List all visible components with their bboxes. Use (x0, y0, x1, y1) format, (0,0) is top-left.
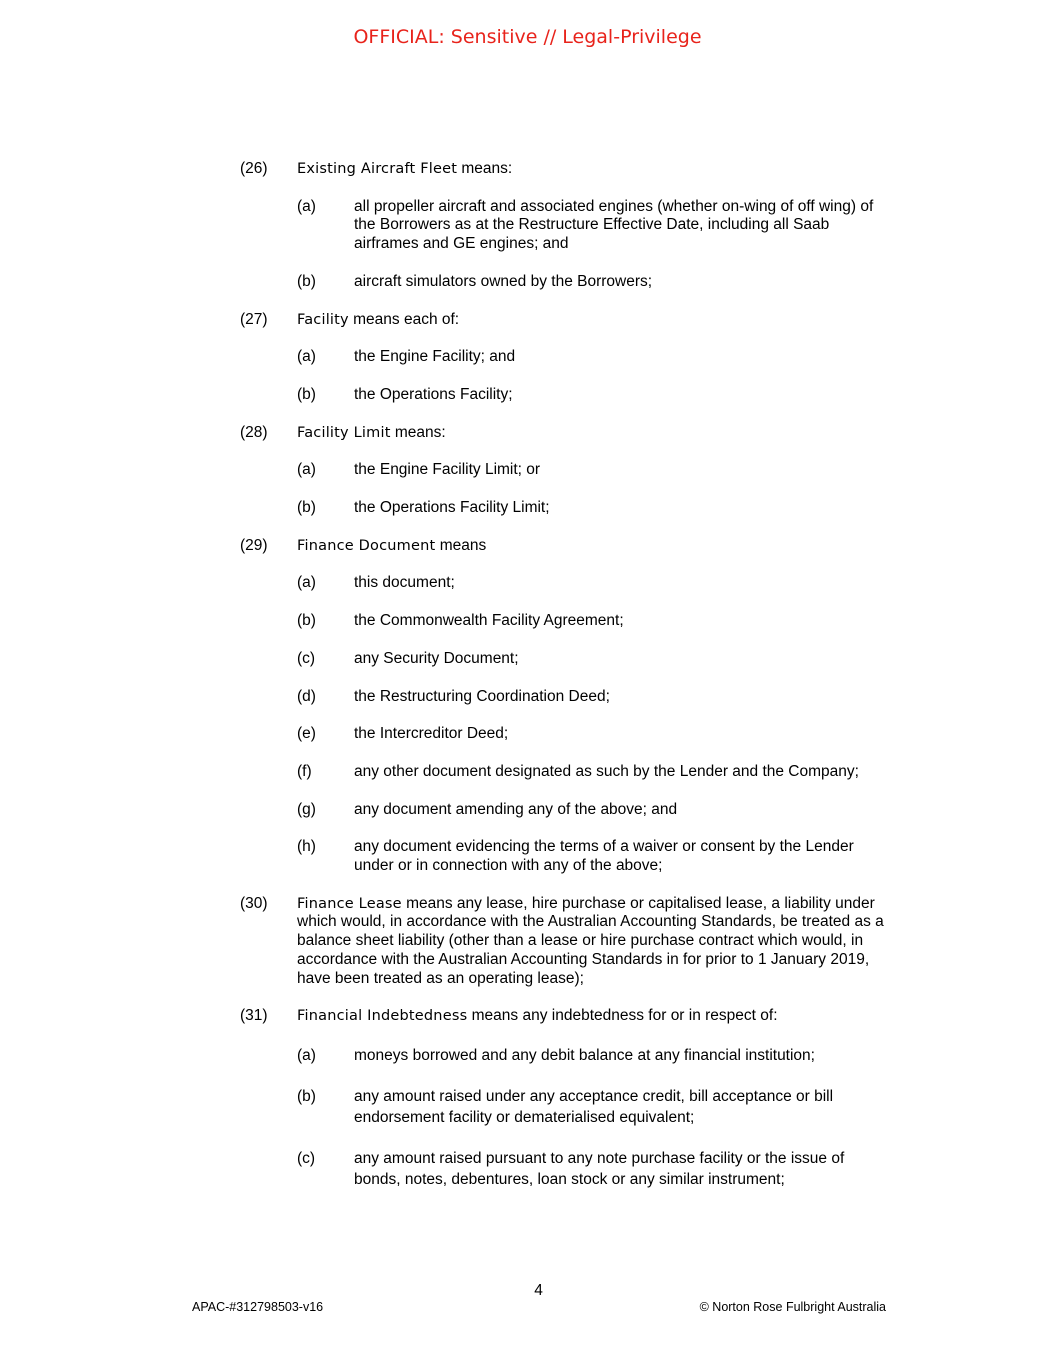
item-label: (b) (297, 272, 316, 290)
definition-number: (29) (240, 536, 268, 554)
item-text: the Operations Facility; (354, 385, 513, 403)
footer-document-ref: APAC-#312798503-v16 (192, 1300, 324, 1314)
definition-text: means any lease, hire purchase or capitalised lease, a liability under which would, in accordance with the Australian Accounting Standards, be treated as a balance sheet liability (other than a lease or hire purchase contract which would, in accordance with the Australian Accounting Standards in for prior to 1 January 2019, have been treated as an operating lease); (297, 894, 884, 987)
sub-list (297, 1045, 895, 1190)
list-item (297, 1086, 895, 1128)
list-item (297, 725, 895, 744)
definition-30 (240, 895, 895, 989)
list-item (297, 1045, 895, 1066)
sub-list (297, 461, 895, 517)
item-text: any document amending any of the above; and (354, 800, 678, 818)
list-item (297, 838, 895, 875)
item-text: any other document designated as such by the Lender and the Company; (354, 762, 859, 780)
item-text: any document evidencing the terms of a waiver or consent by the Lender under or in connection with any of the above; (354, 838, 854, 875)
list-item (297, 461, 895, 480)
list-item (297, 386, 895, 405)
item-label: (b) (297, 385, 316, 403)
defined-term: Facility (297, 311, 349, 328)
list-item (297, 1148, 895, 1190)
sub-list (297, 348, 895, 404)
page-number: 4 (534, 1282, 543, 1299)
definition-number: (26) (240, 160, 268, 177)
item-text: moneys borrowed and any debit balance at any financial institution; (354, 1046, 815, 1064)
item-label: (f) (297, 762, 312, 780)
definition-text: means each of: (348, 310, 460, 328)
definition-29 (240, 537, 895, 876)
item-label: (b) (297, 612, 316, 630)
definition-28 (240, 424, 895, 518)
item-text: any Security Document; (354, 649, 519, 667)
list-item (297, 801, 895, 820)
definition-number: (31) (240, 1007, 268, 1025)
item-label: (c) (297, 649, 316, 667)
defined-term: Facility Limit (297, 424, 391, 441)
defined-term: Financial Indebtedness (297, 1008, 468, 1025)
definition-number: (27) (240, 310, 268, 328)
definition-text: means: (390, 423, 446, 441)
item-label: (b) (297, 1087, 316, 1105)
sub-list (297, 574, 895, 875)
definition-number: (28) (240, 423, 268, 441)
definition-27 (240, 311, 895, 405)
list-item (297, 763, 895, 782)
item-text: this document; (354, 574, 455, 592)
item-label: (a) (297, 197, 316, 215)
item-label: (e) (297, 725, 316, 743)
item-text: all propeller aircraft and associated engines (whether on-wing of off wing) of the Borrowers as at the Restructure Effective Date, including all Saab airframes and GE engines; and (354, 197, 874, 253)
item-text: the Operations Facility Limit; (354, 499, 550, 517)
list-item (297, 273, 895, 292)
item-text: any amount raised under any acceptance credit, bill acceptance or bill endorsement facility or dematerialised equivalent; (354, 1087, 834, 1126)
item-label: (h) (297, 838, 316, 856)
item-label: (c) (297, 1149, 316, 1167)
definition-31 (240, 1007, 895, 1190)
list-item (297, 688, 895, 707)
defined-term: Finance Document (297, 537, 436, 554)
item-text: any amount raised pursuant to any note purchase facility or the issue of bonds, notes, debentures, loan stock or any similar instrument; (354, 1149, 845, 1188)
item-label: (a) (297, 461, 316, 479)
document-body (240, 160, 895, 1209)
list-item (297, 574, 895, 593)
item-text: the Commonwealth Facility Agreement; (354, 612, 624, 630)
list-item (297, 348, 895, 367)
definition-text: means any indebtedness for or in respect of: (467, 1007, 778, 1025)
item-label: (a) (297, 348, 316, 366)
definition-text: means: (457, 160, 513, 177)
item-label: (a) (297, 574, 316, 592)
item-label: (b) (297, 499, 316, 517)
footer-copyright: © Norton Rose Fulbright Australia (699, 1300, 886, 1314)
item-label: (d) (297, 687, 316, 705)
defined-term: Existing Aircraft Fleet (297, 161, 458, 177)
item-text: the Engine Facility Limit; or (354, 461, 541, 479)
list-item (297, 198, 895, 254)
sub-list (297, 198, 895, 292)
item-text: the Restructuring Coordination Deed; (354, 687, 610, 705)
definition-text: means (435, 536, 487, 554)
defined-term: Finance Lease (297, 895, 402, 912)
list-item (297, 612, 895, 631)
list-item (297, 650, 895, 669)
item-label: (g) (297, 800, 316, 818)
classification-header: OFFICIAL: Sensitive // Legal-Privilege (353, 26, 702, 48)
item-label: (a) (297, 1046, 316, 1064)
item-text: the Intercreditor Deed; (354, 725, 509, 743)
item-text: aircraft simulators owned by the Borrowers; (354, 272, 653, 290)
list-item (297, 499, 895, 518)
definition-number: (30) (240, 894, 268, 912)
definition-26 (240, 160, 895, 292)
item-text: the Engine Facility; and (354, 348, 516, 366)
